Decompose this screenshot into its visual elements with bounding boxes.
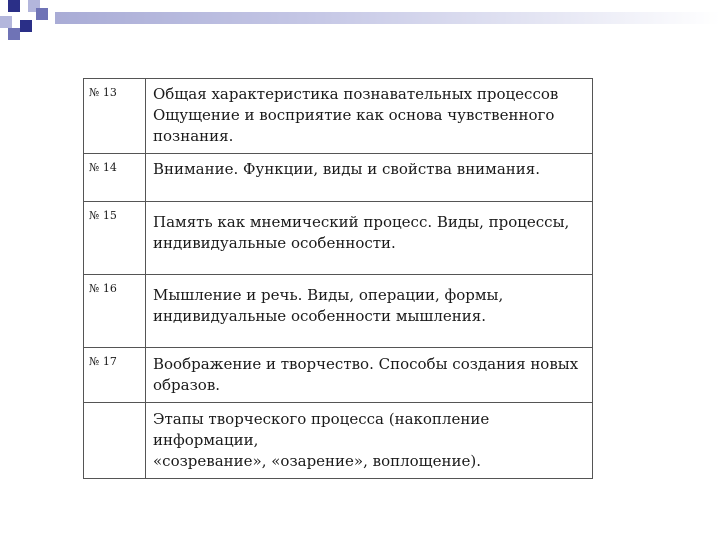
- topic-line: Воображение и творчество. Способы создания новых: [153, 355, 579, 373]
- topic-number: № 14: [84, 154, 146, 202]
- topic-line: Внимание. Функции, виды и свойства внимания.: [153, 160, 541, 178]
- topic-line: Память как мнемический процесс. Виды, процессы,: [153, 213, 570, 231]
- corner-square-decoration: [8, 0, 20, 12]
- table-row: [84, 79, 593, 154]
- corner-square-decoration: [8, 28, 20, 40]
- topic-line: «созревание», «озарение», воплощение).: [153, 452, 481, 470]
- topic-line: Этапы творческого процесса (накопление информации,: [153, 410, 490, 449]
- topics-table: [83, 78, 593, 479]
- table-row: [84, 275, 593, 348]
- corner-square-decoration: [36, 8, 48, 20]
- header-gradient-bar: [55, 12, 720, 24]
- topic-number: № 15: [84, 202, 146, 275]
- topic-line: Ощущение и восприятие как основа чувственного: [153, 106, 555, 124]
- topic-text: [146, 403, 593, 479]
- table-row: [84, 202, 593, 275]
- topic-number: [84, 403, 146, 479]
- corner-square-decoration: [0, 16, 12, 28]
- topic-text: [146, 79, 593, 154]
- topic-number: № 16: [84, 275, 146, 348]
- table-row: [84, 348, 593, 403]
- topic-line: индивидуальные особенности мышления.: [153, 307, 486, 325]
- topic-number: № 13: [84, 79, 146, 154]
- topic-line: индивидуальные особенности.: [153, 234, 396, 252]
- topic-line: Мышление и речь. Виды, операции, формы,: [153, 286, 504, 304]
- topic-line: образов.: [153, 376, 221, 394]
- topic-text: [146, 348, 593, 403]
- topic-text: [146, 275, 593, 348]
- topic-text: [146, 202, 593, 275]
- topic-line: Общая характеристика познавательных процессов: [153, 85, 559, 103]
- topic-number: № 17: [84, 348, 146, 403]
- corner-square-decoration: [20, 20, 32, 32]
- topic-line: познания.: [153, 127, 234, 145]
- table-row: [84, 403, 593, 479]
- table-row: [84, 154, 593, 202]
- topic-text: [146, 154, 593, 202]
